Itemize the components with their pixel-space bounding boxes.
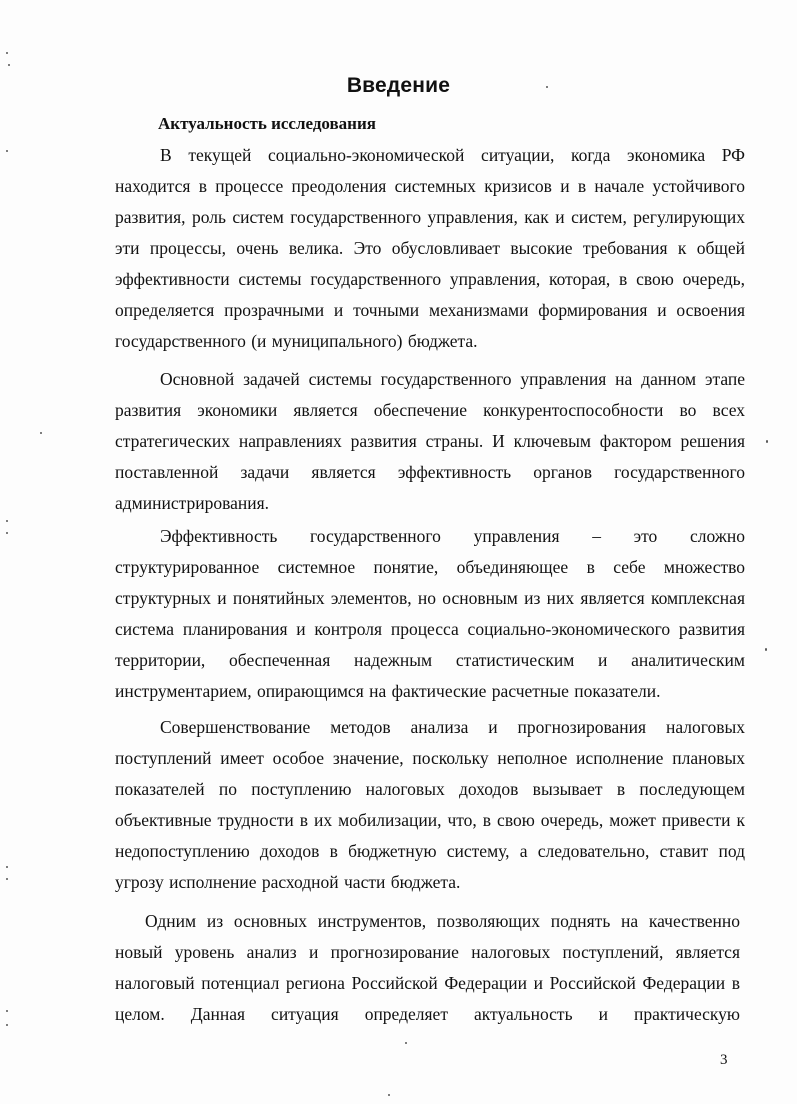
scan-speck bbox=[6, 532, 8, 534]
scan-speck bbox=[766, 440, 768, 443]
scan-speck bbox=[765, 648, 767, 651]
scan-speck bbox=[8, 64, 10, 66]
scan-speck bbox=[6, 520, 8, 522]
scan-speck bbox=[6, 52, 8, 54]
scan-speck bbox=[388, 1094, 390, 1096]
scan-speck bbox=[6, 866, 8, 868]
scan-speck bbox=[6, 150, 8, 152]
scan-speck bbox=[546, 86, 548, 88]
scan-speck bbox=[6, 1024, 8, 1026]
scan-speck bbox=[6, 878, 8, 880]
paragraph-2: Основной задачей системы государственного управления на данном этапе развития экономики является обеспечение конкурентоспособности во всех стратегических направлениях развития страны. И ключевым фактором решения поставленной задачи является эффективность органов государственного администрирования. bbox=[115, 369, 745, 513]
scan-speck bbox=[6, 1010, 8, 1012]
section-heading: Актуальность исследования bbox=[158, 114, 376, 133]
paragraph-4: Совершенствование методов анализа и прогнозирования налоговых поступлений имеет особое значение, поскольку неполное исполнение плановых показателей по поступлению налоговых доходов вызывает в последующем объективные трудности в их мобилизации, что, в свою очередь, может привести к недопоступлению доходов в бюджетную систему, а следовательно, ставит под угрозу исполнение расходной части бюджета. bbox=[115, 717, 745, 892]
paragraph-3: Эффективность государственного управления – это сложно структурированное системное понятие, объединяющее в себе множество структурных и понятийных элементов, но основным из них является комплексная система планирования и контроля процесса социально-экономического развития территории, обеспеченная надежным статистическим и аналитическим инструментарием, опирающимся на фактические расчетные показатели. bbox=[115, 526, 745, 701]
scan-speck bbox=[405, 1042, 407, 1044]
paragraph-5: Одним из основных инструментов, позволяющих поднять на качественно новый уровень анализ и прогнозирование налоговых поступлений, является налоговый потенциал региона Российской Федерации и Российской Федерации в целом. Данная ситуация определяет актуальность и практическую bbox=[115, 911, 740, 1024]
page-number: 3 bbox=[720, 1052, 728, 1068]
paragraph-1: В текущей социально-экономической ситуации, когда экономика РФ находится в процессе преодоления системных кризисов и в начале устойчивого развития, роль систем государственного управления, как и систем, регулирующих эти процессы, очень велика. Это обусловливает высокие требования к общей эффективности системы государственного управления, которая, в свою очередь, определяется прозрачными и точными механизмами формирования и освоения государственного (и муниципального) бюджета. bbox=[115, 145, 745, 351]
page-title: Введение bbox=[346, 74, 451, 97]
scan-speck bbox=[40, 432, 42, 434]
